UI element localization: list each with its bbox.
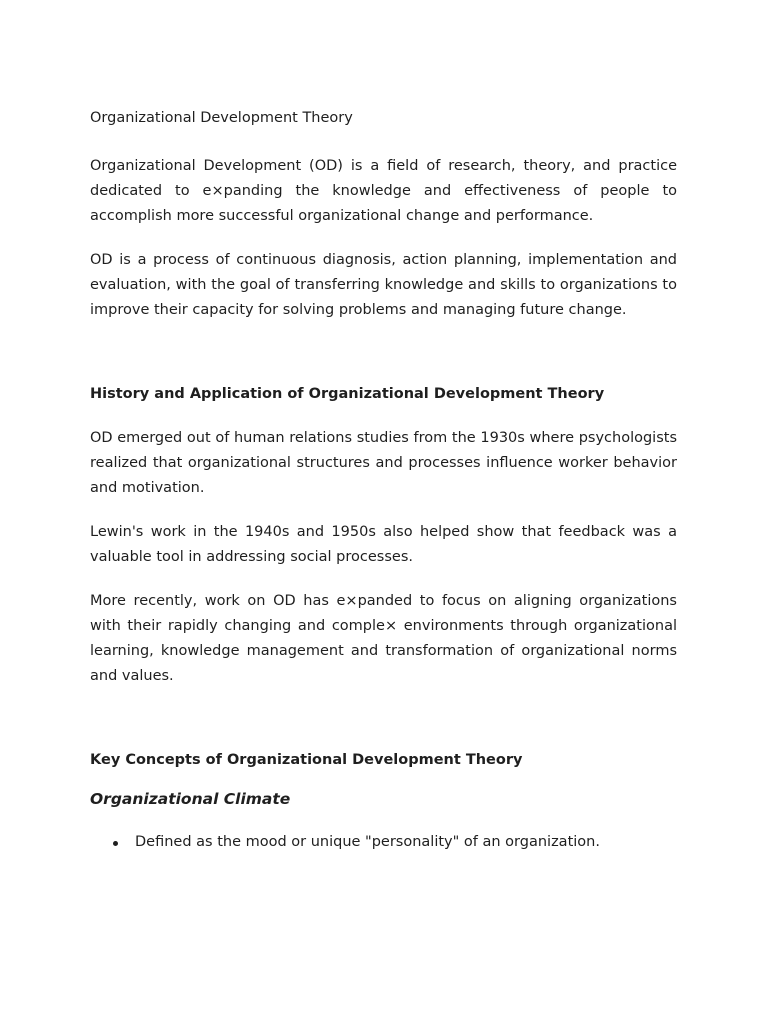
key-concepts-heading: Key Concepts of Organizational Development Theory <box>90 752 523 768</box>
key-concepts-bullet-list <box>90 830 677 855</box>
section-spacer <box>90 708 677 748</box>
intro-paragraph-2: OD is a process of continuous diagnosis, action planning, implementation and evaluation, with the goal of transferring knowledge and skills to organizations to improve their capacity for solving problems and managing future change. <box>90 252 677 318</box>
history-paragraph-2: Lewin's work in the 1940s and 1950s also helped show that feedback was a valuable tool in addressing social processes. <box>90 524 677 565</box>
section-spacer <box>90 342 677 382</box>
bullet-icon <box>113 841 118 846</box>
document-title: Organizational Development Theory <box>90 110 353 126</box>
organizational-climate-subheading: Organizational Climate <box>90 790 291 808</box>
list-item-text: Defined as the mood or unique "personality" of an organization. <box>135 834 600 850</box>
history-paragraph-3: More recently, work on OD has e×panded to focus on aligning organizations with their rapidly changing and comple× environments through organizational learning, knowledge management and transformation of organizational norms and values. <box>90 593 677 684</box>
document-page <box>90 106 677 855</box>
intro-paragraph-1: Organizational Development (OD) is a field of research, theory, and practice dedicated to e×panding the knowledge and effectiveness of people to accomplish more successful organizational change and performance. <box>90 158 677 224</box>
list-item <box>90 830 677 855</box>
history-heading: History and Application of Organizational Development Theory <box>90 386 605 402</box>
history-paragraph-1: OD emerged out of human relations studies from the 1930s where psychologists realized that organizational structures and processes influence worker behavior and motivation. <box>90 430 677 496</box>
